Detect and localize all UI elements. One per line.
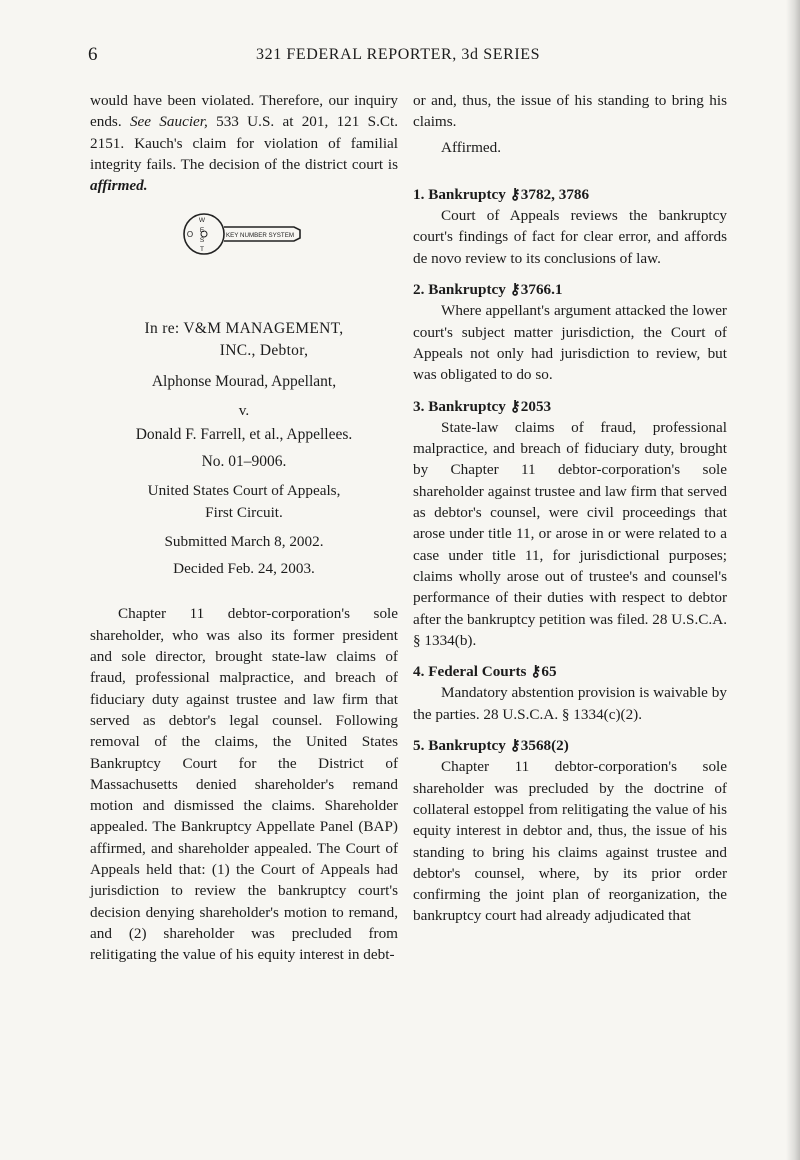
previous-opinion-end xyxy=(90,90,398,196)
court-name: United States Court of Appeals, xyxy=(147,482,341,500)
key-icon xyxy=(182,210,306,258)
key-letter: S xyxy=(199,237,205,245)
running-head: 321 FEDERAL REPORTER, 3d SERIES xyxy=(256,46,541,63)
headnote-text: Mandatory abstention provision is waivable by the parties. 28 U.S.C.A. § 1334(c)(2). xyxy=(413,684,727,723)
decided-date: Decided Feb. 24, 2003. xyxy=(173,560,315,578)
page-edge-shadow xyxy=(786,0,800,1160)
key-letter-o: O xyxy=(186,230,194,240)
headnote-heading: 3. Bankruptcy ⚷2053 xyxy=(413,397,552,415)
caption-debtor: INC., Debtor, xyxy=(219,341,309,359)
headnote-heading: 4. Federal Courts ⚷65 xyxy=(413,663,557,681)
key-letter: W xyxy=(198,217,206,225)
caption-versus: v. xyxy=(238,402,250,420)
headnote-heading: 1. Bankruptcy ⚷3782, 3786 xyxy=(413,185,590,203)
caption-appellees: Donald F. Farrell, et al., Appellees. xyxy=(135,425,353,443)
caption-appellant: Alphonse Mourad, Appellant, xyxy=(151,373,337,391)
right-column xyxy=(413,90,727,927)
key-number-logo xyxy=(90,210,398,260)
submitted-date: Submitted March 8, 2002. xyxy=(164,532,324,550)
affirmed-italic: affirmed. xyxy=(90,177,148,195)
syllabus: Chapter 11 debtor-corporation's sole shareholder, who was also its former president and sole director, brought state-law claims of fraud, professional malpractice, and breach of fiduciary duty against trustee and law firm that served as debtor's legal counsel. Following removal of the claims, the United States Bankruptcy Court for the District of Massachusetts denied shareholder's remand motion and dismissed the claims. Shareholder appealed. The Bankruptcy Appellate Panel (BAP) affirmed, and shareholder appealed. The Court of Appeals held that: (1) the Court of Appeals had jurisdiction to review the bankruptcy court's decision denying shareholder's motion to remand, and (2) shareholder was precluded from relitigating the value of his equity interest in debt- xyxy=(90,605,398,964)
previous-opinion-continuation: or and, thus, the issue of his standing to bring his claims. xyxy=(413,92,727,131)
prev-opinion-text-2: 533 U.S. at 201, 121 S.Ct. 2151. Kauch's claim for violation of familial integrity fails. The decision of the district court is xyxy=(90,113,399,173)
affirmed-line: Affirmed. xyxy=(441,138,502,156)
key-letter: E xyxy=(199,227,205,235)
left-column xyxy=(90,90,398,966)
caption-in-re: In re: V&M MANAGEMENT, xyxy=(144,320,344,338)
headnote-text: Court of Appeals reviews the bankruptcy court's findings of fact for clear error, and affords de novo review to its conclusions of law. xyxy=(413,207,727,267)
page-number: 6 xyxy=(88,44,98,65)
docket-number: No. 01–9006. xyxy=(201,452,287,470)
headnote-text: Where appellant's argument attacked the lower court's subject matter jurisdiction, the Court of Appeals not only had jurisdiction to review, but was obligated to do so. xyxy=(413,302,727,384)
key-text: KEY NUMBER SYSTEM xyxy=(226,232,294,240)
key-letter: T xyxy=(200,246,204,254)
headnote-text: State-law claims of fraud, professional malpractice, and breach of fiduciary duty, brought by Chapter 11 debtor-corporation's sole shareholder against trustee and law firm that served as debtor's counsel, were civil proceedings that arose under title 11, or arose in or were related to a case under title 11, for jurisdictional purposes; claims wholly arose out of trustee's and counsel's performance of their duties with respect to debtor after the bankruptcy petition was filed. 28 U.S.C.A. § 1334(b). xyxy=(413,418,727,649)
see-citation: See Saucier, xyxy=(129,113,208,131)
headnote-heading: 2. Bankruptcy ⚷3766.1 xyxy=(413,281,563,299)
headnote-heading: 5. Bankruptcy ⚷3568(2) xyxy=(413,737,569,755)
headnote-text: Chapter 11 debtor-corporation's sole shareholder was precluded by the doctrine of collateral estoppel from relitigating the value of his equity interest in debtor and, thus, the issue of his standing to bring his claims against trustee and debtor's counsel, where, by its prior order confirming the joint plan of reorganization, the bankruptcy court had already adjudicated that xyxy=(413,758,727,925)
court-circuit: First Circuit. xyxy=(205,503,283,521)
prev-opinion-text-1: would have been violated. Therefore, our inquiry ends. xyxy=(90,92,398,131)
